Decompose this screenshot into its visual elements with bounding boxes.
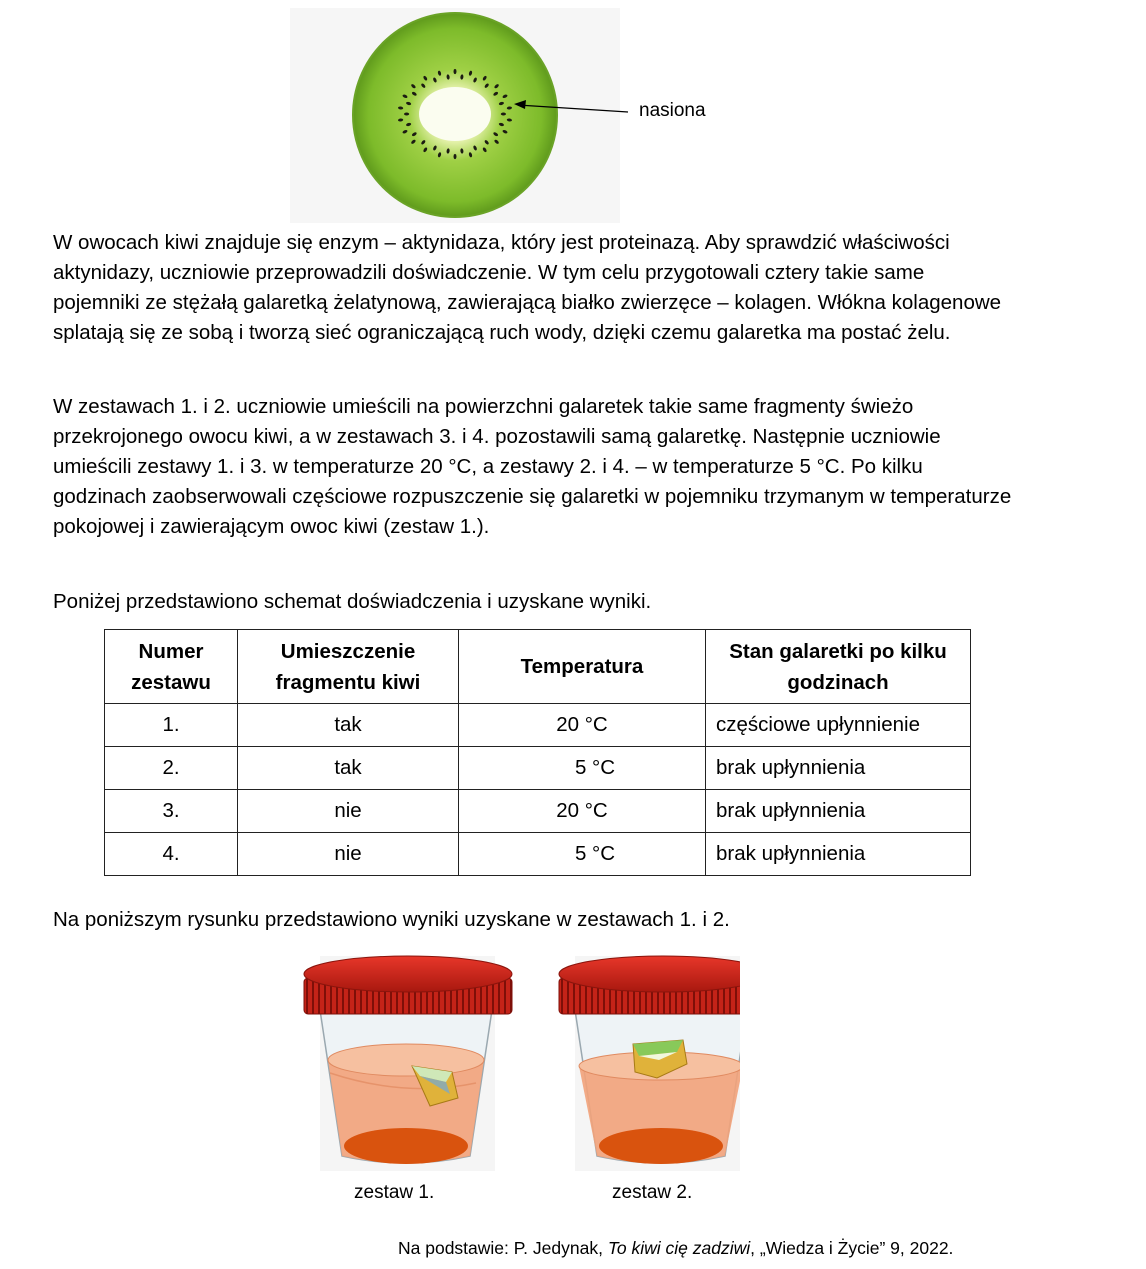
table-header-row bbox=[105, 630, 971, 704]
cell-set-number: 1. bbox=[105, 704, 238, 747]
cell-set-number: 2. bbox=[105, 747, 238, 790]
header-jelly-state: Stan galaretki po kilku godzinach bbox=[706, 630, 971, 704]
source-citation bbox=[398, 1236, 953, 1260]
header-kiwi-placement: Umieszczenie fragmentu kiwi bbox=[238, 630, 459, 704]
paragraph-figure-intro: Na poniższym rysunku przedstawiono wyniki uzyskane w zestawach 1. i 2. bbox=[53, 908, 730, 931]
paragraph-procedure: W zestawach 1. i 2. uczniowie umieścili na powierzchni galaretek takie same fragmenty świeżo przekrojonego owocu kiwi, a w zestawach 3. i 4. pozostawili samą galaretkę. Następnie uczniowie umieścili zestawy 1. i 3. w temperaturze 20 °C, a zestawy 2. i 4. – w temperaturze 5 °C. Po kilku godzinach zaobserwowali częściowe rozpuszczenie się galaretki w pojemniku trzymanym w temperaturze pokojowej i zawierającym owoc kiwi (zestaw 1.). bbox=[53, 395, 1012, 538]
header-set-number: Numer zestawu bbox=[105, 630, 238, 704]
results-table bbox=[104, 629, 971, 876]
table-row bbox=[105, 833, 971, 876]
jar-1-lid-top bbox=[304, 956, 512, 992]
cell-temperature: 20 °C bbox=[459, 790, 706, 833]
paragraph-intro: W owocach kiwi znajduje się enzym – aktynidaza, który jest proteinazą. Aby sprawdzić właściwości aktynidazy, uczniowie przeprowadzili doświadczenie. W tym celu przygotowali cztery takie same pojemniki ze stężałą galaretką żelatynową, zawierającą białko zwierzęce – kolagen. Włókna kolagenowe splatają się ze sobą i tworzą sieć ograniczającą ruch wody, dzięki czemu galaretka ma postać żelu. bbox=[53, 231, 1002, 344]
kiwi-seed bbox=[404, 113, 409, 116]
jar-2-caption: zestaw 2. bbox=[612, 1182, 693, 1203]
cell-jelly-state: częściowe upłynnienie bbox=[706, 704, 971, 747]
cell-kiwi-placement: tak bbox=[238, 704, 459, 747]
paragraph-table-intro: Poniżej przedstawiono schemat doświadczenia i uzyskane wyniki. bbox=[53, 590, 652, 613]
jars-illustration bbox=[300, 948, 740, 1178]
source-title: To kiwi cię zadziwi bbox=[607, 1238, 751, 1258]
jar-1-jelly-bottom bbox=[344, 1128, 468, 1164]
kiwi-seed bbox=[454, 154, 457, 159]
jar-set-1 bbox=[304, 956, 512, 1171]
cell-temperature: 20 °C bbox=[459, 704, 706, 747]
jar-set-2 bbox=[559, 956, 740, 1171]
seeds-label: nasiona bbox=[639, 100, 706, 121]
jar-2-jelly-bottom bbox=[599, 1128, 723, 1164]
cell-temperature: 5 °C bbox=[459, 833, 706, 876]
jar-1-jelly-surface bbox=[328, 1044, 484, 1076]
source-prefix: Na podstawie: P. Jedynak, bbox=[398, 1238, 608, 1258]
cell-jelly-state: brak upłynnienia bbox=[706, 747, 971, 790]
table-row bbox=[105, 704, 971, 747]
cell-jelly-state: brak upłynnienia bbox=[706, 833, 971, 876]
cell-set-number: 4. bbox=[105, 833, 238, 876]
jar-1-caption: zestaw 1. bbox=[354, 1182, 435, 1203]
cell-temperature: 5 °C bbox=[459, 747, 706, 790]
jar-2-lid-top bbox=[559, 956, 740, 992]
cell-set-number: 3. bbox=[105, 790, 238, 833]
header-temperature: Temperatura bbox=[459, 630, 706, 704]
source-suffix: , „Wiedza i Życie” 9, 2022. bbox=[750, 1238, 954, 1258]
table-row bbox=[105, 790, 971, 833]
kiwi-core bbox=[419, 87, 491, 141]
cell-kiwi-placement: nie bbox=[238, 833, 459, 876]
table-row bbox=[105, 747, 971, 790]
kiwi-seed bbox=[501, 113, 506, 116]
kiwi-seed bbox=[454, 69, 457, 74]
cell-kiwi-placement: nie bbox=[238, 790, 459, 833]
cell-kiwi-placement: tak bbox=[238, 747, 459, 790]
cell-jelly-state: brak upłynnienia bbox=[706, 790, 971, 833]
